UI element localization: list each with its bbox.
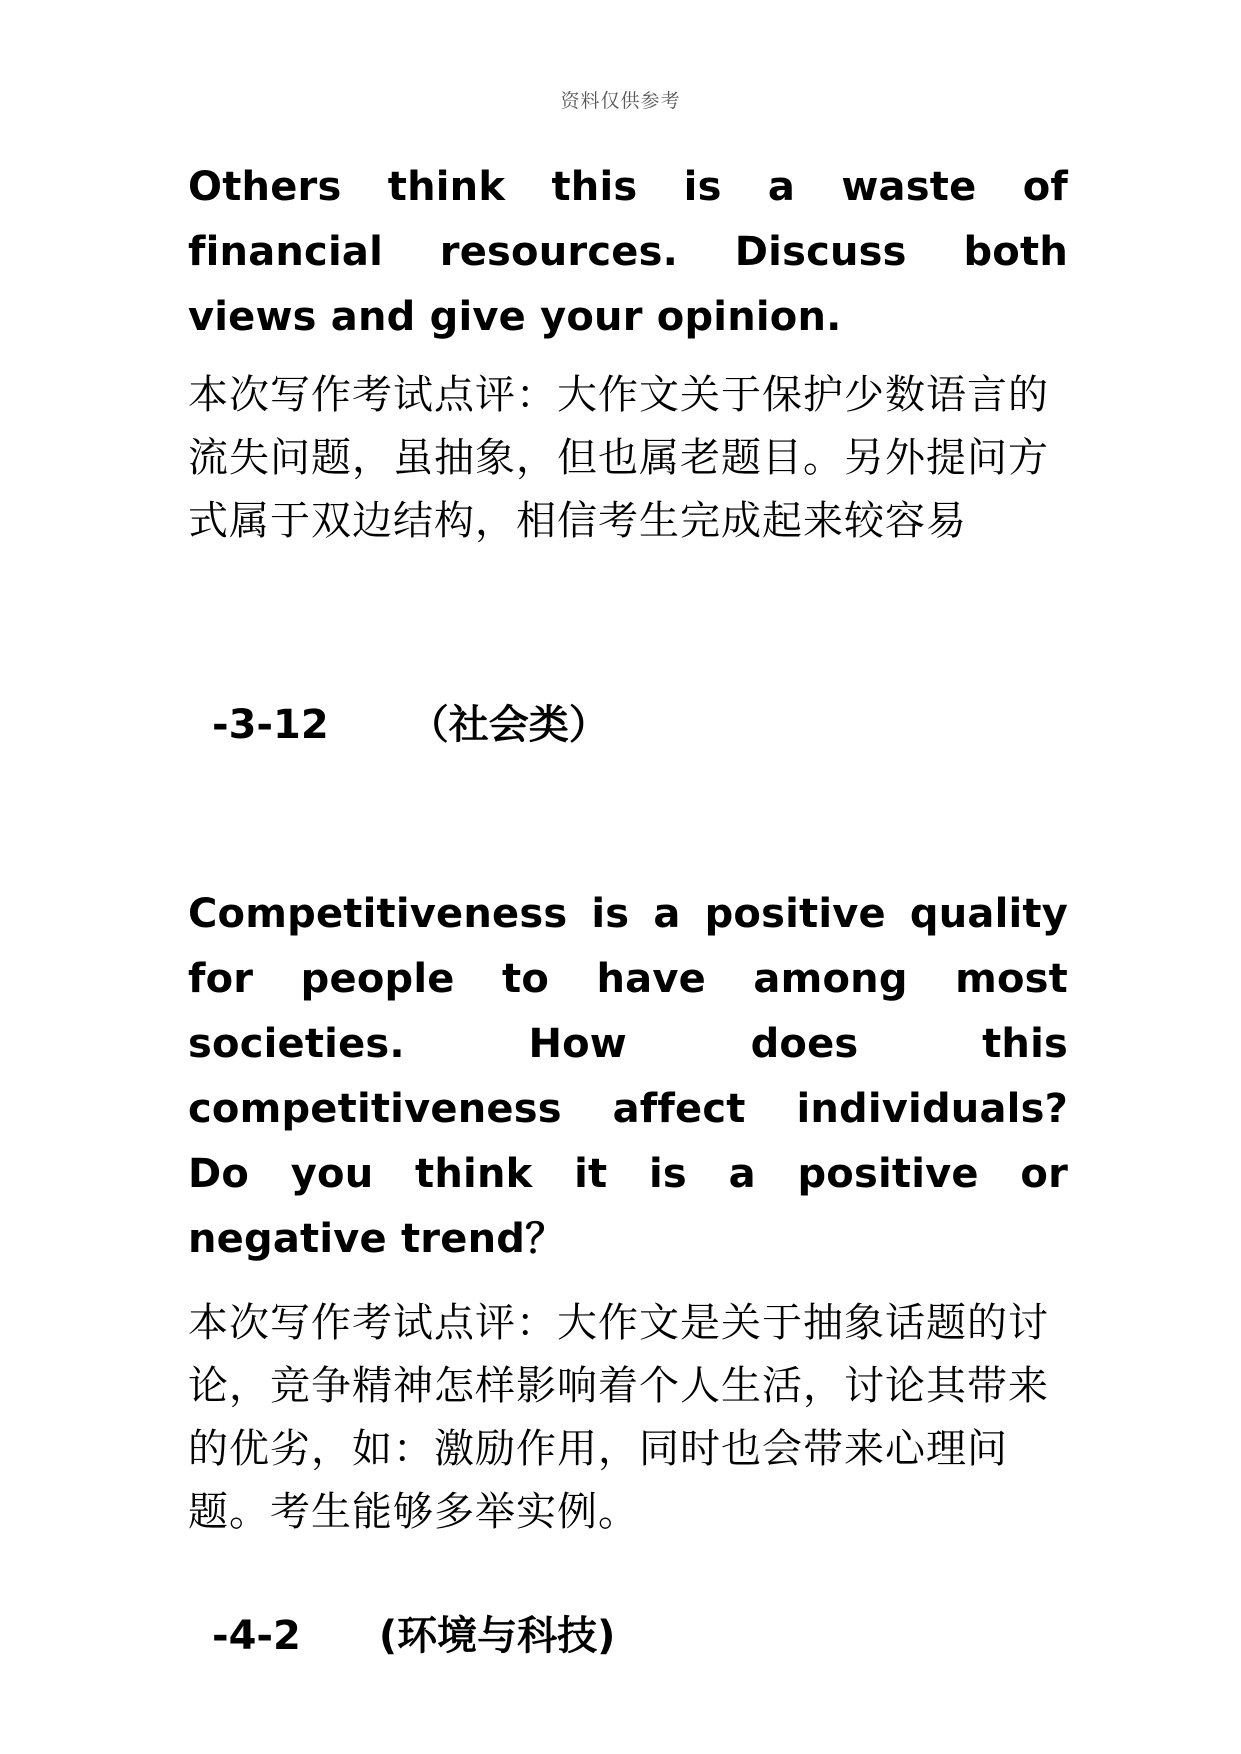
page-header: 资料仅供参考 bbox=[560, 90, 681, 112]
essay-prompt-2: Competitiveness is a positive quality for people to have among most societies. How does this competitiveness affect individuals? Do you think it is a positive or negative trend？ bbox=[188, 891, 1068, 1262]
section-number-1: -3-12 bbox=[212, 702, 329, 748]
exam-comment-1: 本次写作考试点评：大作文关于保护少数语言的流失问题，虽抽象，但也属老题目。另外提问方式属于双边结构，相信考生完成起来较容易 bbox=[188, 372, 1049, 544]
section-category-1: （社会类） bbox=[408, 701, 609, 748]
section-heading-2 bbox=[188, 1604, 1068, 1661]
document-body bbox=[188, 155, 1068, 1661]
section-heading-1 bbox=[188, 693, 1068, 750]
section-category-2: (环境与科技) bbox=[378, 1613, 616, 1659]
section-number-2: -4-2 bbox=[212, 1613, 301, 1659]
exam-comment-2: 本次写作考试点评：大作文是关于抽象话题的讨论，竞争精神怎样影响着个人生活，讨论其带来的优劣，如：激励作用，同时也会带来心理问题。考生能够多举实例。 bbox=[188, 1300, 1049, 1535]
essay-prompt-1: Others think this is a waste of financial resources. Discuss both views and give your opinion. bbox=[188, 164, 1068, 340]
